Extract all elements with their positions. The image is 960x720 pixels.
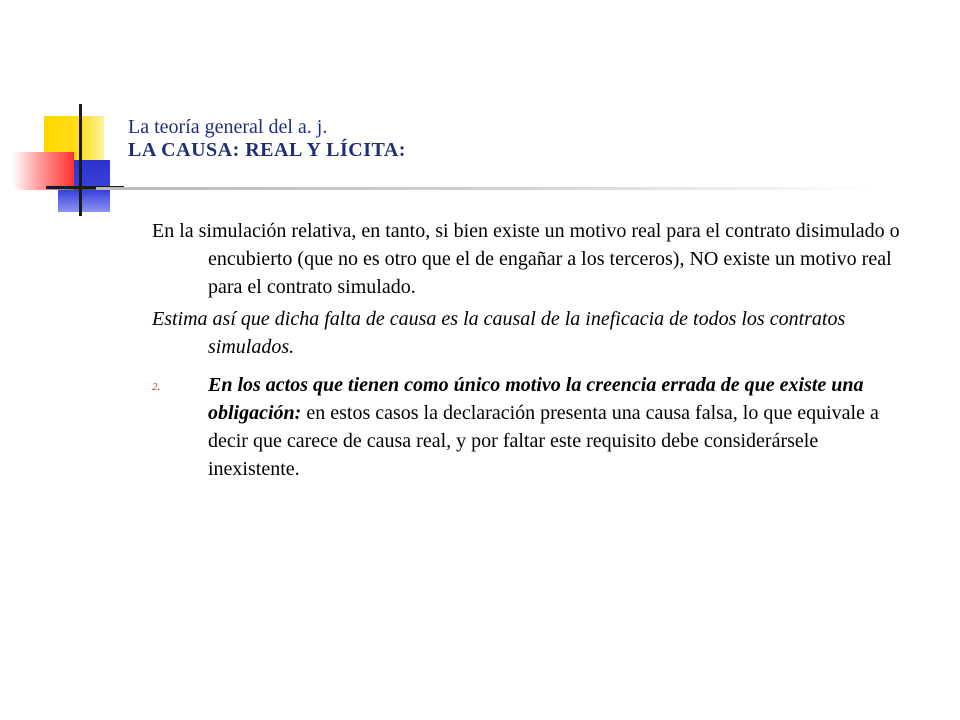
slide-title-line1: La teoría general del a. j.: [128, 116, 328, 138]
item-emphasis-text: En los actos que tienen como único motivo la creencia errada de que existe una obligación:: [208, 374, 864, 424]
item-body-text: en estos casos la declaración presenta una causa falsa, lo que equivale a decir que carece de causa real, y por faltar este requisito debe considerársele inexistente.: [208, 402, 879, 480]
numbered-item-2: [152, 371, 912, 483]
item-number: 2.: [152, 381, 161, 393]
decorative-logo-icon: [0, 0, 140, 230]
slide-body: [152, 217, 912, 483]
logo-vertical-line: [79, 104, 82, 216]
slide-title-line2: LA CAUSA: REAL Y LÍCITA:: [128, 139, 406, 161]
paragraph-estima: Estima así que dicha falta de causa es la causal de la ineficacia de todos los contratos simulados.: [152, 308, 846, 358]
slide-title: [128, 116, 406, 162]
paragraph-simulacion-relativa: En la simulación relativa, en tanto, si bien existe un motivo real para el contrato disimulado o encubierto (que no es otro que el de engañar a los terceros), NO existe un motivo real para el contrato simulado.: [152, 220, 900, 298]
title-divider: [96, 187, 876, 190]
logo-red-bar: [12, 152, 74, 190]
